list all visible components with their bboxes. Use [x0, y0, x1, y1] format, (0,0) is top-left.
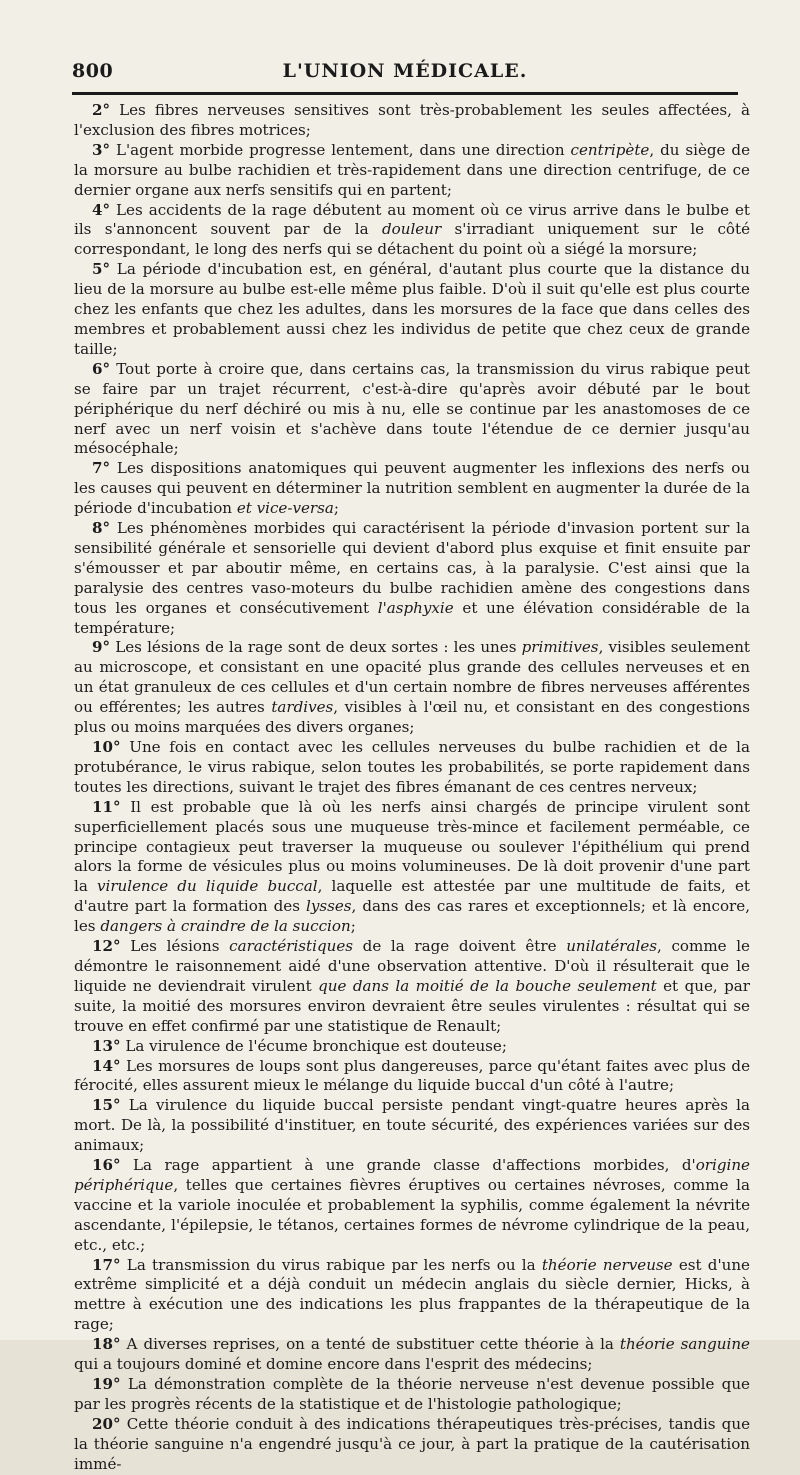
italic-text: dangers à craindre de la succion — [100, 917, 351, 936]
paragraph-number: 2° — [92, 101, 111, 119]
paragraph — [74, 638, 750, 738]
italic-text: centripète — [570, 140, 650, 159]
paragraph-text: Les lésions de la rage sont de deux sortes : les unes — [110, 638, 522, 657]
paragraph-text: L'agent morbide progresse lentement, dans une direction — [110, 140, 571, 159]
italic-text: douleur — [382, 220, 442, 239]
italic-text: primitives — [521, 638, 599, 657]
paragraph-number: 3° — [92, 140, 111, 159]
italic-text: théorie nerveuse — [541, 1255, 673, 1274]
paragraph-text: , dans des cas rares et exceptionnels; et là encore, les — [74, 897, 750, 936]
paragraph-text: La transmission du virus rabique par les nerfs ou la — [120, 1255, 542, 1274]
italic-text: unilatérales — [566, 937, 658, 956]
paragraph-text: , du siège de la morsure au bulbe rachidien et très-rapidement dans une direction centrifuge, de ce dernier organe aux nerfs sensitifs qui en partent; — [74, 140, 750, 199]
running-title: L'UNION MÉDICALE. — [282, 60, 528, 82]
paragraph — [74, 201, 750, 261]
paragraph-text: , telles que certaines fièvres éruptives ou certaines névroses, comme la vaccine et la variole inoculée et probablement la syphilis, comme également la névrite ascendante, l'épilepsie, le tétanos, certaines formes de névrome cylindrique de la peau, etc., etc.; — [74, 1175, 750, 1254]
paragraph — [74, 1375, 750, 1415]
paragraph-text: La virulence du liquide buccal persiste pendant vingt-quatre heures après la mort. De là, la possibilité d'instituer, en toute sécurité, des expériences variées sur des animaux; — [74, 1096, 750, 1155]
paragraph — [74, 1096, 750, 1156]
paragraph-text: La démonstration complète de la théorie nerveuse n'est devenue possible que par les progrès récents de la statistique et de l'histologie pathologique; — [74, 1375, 750, 1413]
paragraph — [74, 1156, 750, 1256]
italic-text: caractéristiques — [229, 937, 354, 956]
paragraph — [74, 260, 750, 360]
paragraph-text: A diverses reprises, on a tenté de substituer cette théorie à la — [120, 1335, 620, 1354]
paragraph-number: 16° — [92, 1156, 121, 1175]
paragraph-text: est d'une extrême simplicité et a déjà conduit un médecin anglais du siècle dernier, Hicks, à mettre à exécution une des indications les plus frappantes de la thérapeutique de la rage; — [74, 1255, 750, 1334]
italic-text: et vice-versa — [236, 499, 334, 518]
paragraph-number: 20° — [92, 1414, 121, 1433]
paragraph — [74, 738, 750, 798]
paragraph-text: Les dispositions anatomiques qui peuvent augmenter les inflexions des nerfs ou les causes qui peuvent en déterminer la nutrition semblent en augmenter la durée de la période d'incubation — [74, 459, 750, 518]
paragraph — [74, 798, 750, 937]
paragraph-number: 18° — [92, 1335, 121, 1354]
paragraph-text: Les accidents de la rage débutent au moment où ce virus arrive dans le bulbe et ils s'annoncent souvent par de la — [74, 200, 750, 239]
paragraph-text: Les morsures de loups sont plus dangereuses, parce qu'étant faites avec plus de férocité, elles assurent mieux le mélange du liquide buccal d'un côté à l'autre; — [74, 1056, 750, 1095]
paragraph — [74, 101, 750, 141]
paragraph-number: 6° — [92, 359, 111, 378]
italic-text: l'asphyxie — [377, 598, 454, 617]
paragraph-number: 8° — [92, 519, 111, 538]
paragraph-text: et une élévation considérable de la température; — [74, 598, 750, 637]
paragraph — [74, 1037, 750, 1057]
paragraph — [74, 360, 750, 460]
paragraph-text: , laquelle est attestée par une multitude de faits, et d'autre part la formation des — [74, 877, 750, 916]
paragraph — [74, 1415, 750, 1475]
paragraph-text: Les phénomènes morbides qui caractérisent la période d'invasion portent sur la sensibilité générale et sensorielle qui devient d'abord plus exquise et finit ensuite par s'émousser et par aboutir même, en certains cas, à la paralysie. C'est ainsi que la paralysie des centres vaso-moteurs du bulbe rachidien amène des congestions dans tous les organes et consécutivement — [74, 519, 750, 617]
paragraph-number: 7° — [92, 459, 111, 478]
paragraph — [74, 519, 750, 638]
page-number: 800 — [72, 60, 114, 82]
paragraph-text: et que, par suite, la moitié des morsures environ devraient être seules virulentes : résultat qui se trouve en effet confirmé par une statistique de Renault; — [74, 976, 750, 1035]
paragraph-number: 15° — [92, 1096, 121, 1115]
paragraph — [74, 937, 750, 1037]
paragraph-text: ; — [333, 499, 339, 518]
paragraph-number: 14° — [92, 1056, 121, 1075]
paragraph — [74, 1335, 750, 1375]
paragraph-text: , visibles seulement au microscope, et consistant en une opacité plus grande des cellules nerveuses et en un état granuleux de ces cellules et d'un certain nombre de fibres nerveuses afférentes ou efférentes; les autres — [74, 638, 750, 717]
italic-text: que dans la moitié de la bouche seulement — [318, 976, 657, 995]
paragraph-number: 13° — [92, 1036, 121, 1055]
paragraph-text: Les fibres nerveuses sensitives sont très-probablement les seules affectées, à l'exclusion des fibres motrices; — [74, 101, 750, 139]
paragraph-text: de la rage doivent être — [353, 937, 567, 956]
paragraph — [74, 1057, 750, 1097]
paragraph — [74, 141, 750, 201]
paragraph — [74, 459, 750, 519]
header-rule — [72, 92, 738, 95]
paragraph-number: 11° — [92, 797, 121, 816]
paragraph-text: , comme le démontre le raisonnement aidé d'une observation attentive. D'où il résulterait que le liquide ne deviendrait virulent — [74, 937, 750, 995]
paragraph-text: Les lésions — [120, 937, 230, 956]
body-text — [74, 101, 750, 1475]
paragraph-text: Il est probable que là où les nerfs ainsi chargés de principe virulent sont superficiellement placés sous une muqueuse très-mince et facilement perméable, ce principe contagieux peut traverser la muqueuse ou soulever l'épithélium qui prend alors la forme de vésicules plus ou moins volumineuses. De là doit provenir d'une part la — [74, 797, 750, 896]
paragraph — [74, 1256, 750, 1336]
paragraph-number: 5° — [92, 260, 111, 279]
paragraph-text: Cette théorie conduit à des indications thérapeutiques très-précises, tandis que la théorie sanguine n'a engendré jusqu'à ce jour, à part la pratique de la cautérisation immé- — [74, 1414, 750, 1473]
page-header — [72, 56, 738, 88]
paragraph-number: 9° — [92, 638, 111, 657]
italic-text: théorie sanguine — [619, 1335, 750, 1354]
paragraph-text: , visibles à l'œil nu, et consistant en des congestions plus ou moins marquées des divers organes; — [74, 698, 750, 737]
italic-text: lysses — [306, 897, 352, 916]
paragraph-number: 10° — [92, 738, 121, 756]
paragraph-text: La virulence de l'écume bronchique est douteuse; — [120, 1036, 507, 1055]
paragraph-number: 19° — [92, 1375, 121, 1393]
paragraph-text: La période d'incubation est, en général, d'autant plus courte que la distance du lieu de la morsure au bulbe est-elle même plus faible. D'où il suit qu'elle est plus courte chez les enfants que chez les adultes, dans les morsures de la face que dans celles des membres et probablement aussi chez les individus de petite que chez ceux de grande taille; — [74, 260, 750, 358]
paragraph-text: ; — [350, 917, 356, 936]
paragraph-number: 17° — [92, 1255, 121, 1274]
italic-text: virulence du liquide buccal — [96, 877, 318, 896]
paragraph-text: La rage appartient à une grande classe d'affections morbides, d' — [120, 1156, 696, 1175]
paragraph-number: 12° — [92, 937, 121, 956]
italic-text: tardives — [271, 698, 334, 717]
paragraph-number: 4° — [92, 200, 111, 219]
paragraph-text: Tout porte à croire que, dans certains cas, la transmission du virus rabique peut se faire par un trajet récurrent, c'est-à-dire qu'après avoir débuté par le bout périphérique du nerf déchiré ou mis à nu, elle se continue par les anastomoses de ce nerf avec un nerf voisin et s'achève dans toute l'étendue de ce dernier jusqu'au mésocéphale; — [74, 359, 750, 458]
italic-text: origine périphérique — [74, 1156, 750, 1194]
paragraph-text: Une fois en contact avec les cellules nerveuses du bulbe rachidien et de la protubérance, le virus rabique, selon toutes les probabilités, se porte rapidement dans toutes les directions, suivant le trajet des fibres émanant de ces centres nerveux; — [74, 738, 750, 796]
paragraph-text: qui a toujours dominé et domine encore dans l'esprit des médecins; — [74, 1355, 593, 1374]
paragraph-text: s'irradiant uniquement sur le côté correspondant, le long des nerfs qui se détachent du point où a siégé la morsure; — [74, 220, 751, 259]
